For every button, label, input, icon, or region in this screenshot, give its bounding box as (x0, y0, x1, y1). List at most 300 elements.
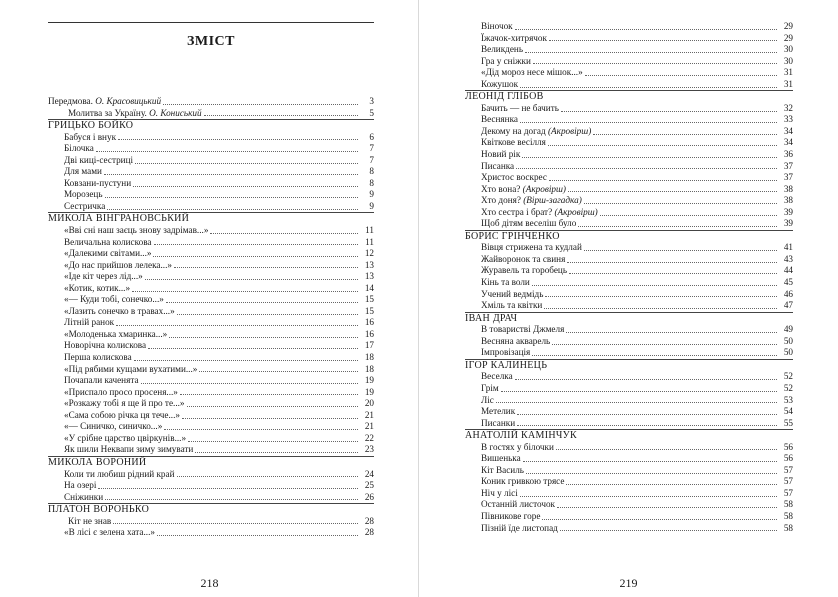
toc-page-number: 8 (369, 177, 374, 188)
right-page (419, 0, 838, 597)
toc-page-number: 50 (783, 347, 793, 358)
toc-entry-note: (Акровірш) (554, 206, 598, 217)
toc-entry (48, 294, 374, 306)
dot-leader (153, 255, 358, 257)
toc-entry-title: Декому на догад (Акровірш) (481, 125, 592, 136)
dot-leader (517, 424, 777, 426)
toc-page-number: 52 (783, 371, 793, 382)
dot-leader (515, 28, 777, 30)
dot-leader (116, 324, 358, 326)
toc-entry-title: Журавель та горобець (481, 265, 568, 276)
toc-entry (465, 161, 793, 173)
toc-entry-title: «— Синичко, синичко...» (64, 421, 163, 432)
toc-page-number: 41 (783, 242, 793, 253)
toc-page-number: 6 (369, 131, 374, 142)
toc-entry-title: «Вві сні наш заєць знову задрімав...» (64, 225, 209, 236)
toc-page-number: 16 (364, 328, 374, 339)
toc-entry (48, 166, 374, 178)
toc-entry-title: Пізній їде листопад (481, 522, 558, 533)
dot-leader (522, 156, 777, 158)
toc-entry (48, 271, 374, 283)
dot-leader (104, 173, 358, 175)
toc-author-heading: МИКОЛА ВІНГРАНОВСЬКИЙ (48, 212, 374, 225)
dot-leader (133, 185, 358, 187)
dot-leader (496, 401, 777, 403)
dot-leader (166, 301, 358, 303)
toc-page-number: 47 (783, 300, 793, 311)
toc-page-number: 18 (364, 363, 374, 374)
toc-page-number: 55 (783, 417, 793, 428)
toc-entry (465, 149, 793, 161)
toc-page-number: 12 (364, 248, 374, 259)
toc-entry-title: Новорічна колискова (64, 340, 147, 351)
toc-entry (48, 480, 374, 492)
toc-entry (48, 260, 374, 272)
dot-leader (164, 428, 358, 430)
toc-page-number: 36 (783, 149, 793, 160)
toc-entry-title: Бачить — не бачить (481, 102, 559, 113)
dot-leader (545, 295, 777, 297)
toc-entry-title: Вівця стрижена та кудлай (481, 242, 582, 253)
dot-leader (182, 417, 358, 419)
toc-entry-note: (Вірш-загадка) (523, 195, 582, 206)
toc-page-number: 53 (783, 394, 793, 405)
toc-entry-title: Коли ти любиш рідний край (64, 468, 175, 479)
toc-entry (48, 527, 374, 539)
toc-entry (48, 398, 374, 410)
toc-entry-title: Новий рік (481, 149, 521, 160)
toc-entry (465, 242, 793, 254)
toc-page-number: 34 (783, 125, 793, 136)
dot-leader (548, 144, 777, 146)
toc-page-number: 20 (364, 398, 374, 409)
toc-entry (465, 511, 793, 523)
toc-entry (465, 21, 793, 33)
toc-page-number: 34 (783, 137, 793, 148)
toc-author-heading: ІВАН ДРАЧ (465, 312, 793, 325)
dot-leader (544, 307, 777, 309)
dot-leader (132, 290, 358, 292)
toc-entry (465, 289, 793, 301)
toc-entry-title: Ковзани-пустуни (64, 177, 132, 188)
toc-page-number: 57 (783, 487, 793, 498)
toc-page-number: 11 (365, 236, 374, 247)
dot-leader (517, 413, 777, 415)
toc-entry-title: Сніжинки (64, 491, 104, 502)
dot-leader (141, 382, 358, 384)
toc-entry (465, 103, 793, 115)
toc-entry (465, 347, 793, 359)
toc-entry (465, 79, 793, 91)
toc-page-number: 25 (364, 480, 374, 491)
toc-entry (48, 387, 374, 399)
dot-leader (96, 150, 358, 152)
toc-entry-title: Ніч у лісі (481, 487, 518, 498)
toc-entry (465, 207, 793, 219)
toc-entry (465, 254, 793, 266)
toc-page-number: 52 (783, 382, 793, 393)
dot-leader (135, 162, 358, 164)
toc-entry-title: Перша колискова (64, 352, 132, 363)
toc-entry-title: Квіткове весілля (481, 137, 546, 148)
toc-entry-title: «Сама собою річка ця тече...» (64, 409, 180, 420)
toc-entry-title: Ліс (481, 394, 494, 405)
toc-entry-note: (Акровірш) (547, 125, 592, 136)
dot-leader (566, 483, 777, 485)
toc-entry (465, 265, 793, 277)
toc-entry-title: Імпровізація (481, 347, 531, 358)
toc-entry-title: Дві киці-сестриці (64, 154, 134, 165)
toc-entry-title: Півникове горе (481, 510, 541, 521)
toc-page-number: 31 (783, 67, 793, 78)
toc-entry (465, 336, 793, 348)
dot-leader (569, 272, 777, 274)
toc-page-number: 46 (783, 288, 793, 299)
toc-page-number: 26 (364, 491, 374, 502)
dot-leader (113, 522, 358, 524)
dot-leader (584, 249, 777, 251)
toc-entry-note: (Акровірш) (522, 183, 566, 194)
dot-leader (177, 475, 358, 477)
top-rule (48, 22, 374, 23)
toc-entry (465, 184, 793, 196)
toc-page-number: 31 (783, 78, 793, 89)
toc-entry-title: «Іде кіт через лід...» (64, 271, 143, 282)
toc-page-number: 54 (783, 406, 793, 417)
toc-page-number: 44 (783, 265, 793, 276)
toc-entry (465, 418, 793, 430)
toc-entry (465, 126, 793, 138)
toc-entry-title: Бабуся і внук (64, 131, 117, 142)
toc-entry-note: О. Красовицький (95, 96, 162, 106)
dot-leader (204, 114, 358, 116)
toc-page-number: 57 (783, 464, 793, 475)
dot-leader (105, 498, 358, 500)
dot-leader (145, 278, 358, 280)
toc-entry (465, 476, 793, 488)
toc-entry-title: Весняна акварель (481, 335, 551, 346)
dot-leader (118, 138, 358, 140)
toc-entry (48, 96, 374, 108)
toc-page-number: 21 (364, 409, 374, 420)
toc-entry (465, 453, 793, 465)
dot-leader (169, 336, 358, 338)
toc-entry (48, 364, 374, 376)
toc-entry-title: «Дід мороз несе мішок...» (481, 67, 583, 78)
toc-page-number: 45 (783, 277, 793, 288)
toc-page-number: 38 (783, 183, 793, 194)
toc-entry (48, 189, 374, 201)
toc-entry-title: Хто доня? (Вірш-загадка) (481, 195, 582, 206)
toc-entry (465, 371, 793, 383)
toc-page-number: 58 (783, 510, 793, 521)
toc-page-number: 11 (365, 225, 374, 236)
toc-page-number: 15 (364, 294, 374, 305)
dot-leader (163, 103, 358, 105)
dot-leader (552, 343, 777, 345)
page-number-left: 218 (200, 576, 219, 590)
toc-entry (465, 56, 793, 68)
dot-leader (134, 359, 358, 361)
toc-page-number: 13 (364, 271, 374, 282)
toc-author-heading: ГРИЦЬКО БОЙКО (48, 119, 374, 132)
toc-entry (465, 67, 793, 79)
toc-page-number: 17 (364, 340, 374, 351)
dot-leader (593, 133, 777, 135)
toc-entry-title: Кожушок (481, 78, 519, 89)
toc-entry (48, 201, 374, 213)
toc-entry (48, 410, 374, 422)
toc-entry-title: Писанка (481, 160, 515, 171)
toc-entry-title: Молитва за Україну. О. Кониський (68, 107, 202, 118)
dot-leader (98, 487, 358, 489)
toc-entry (48, 155, 374, 167)
toc-entry (48, 516, 374, 528)
toc-entry-title: Хміль та квітки (481, 300, 543, 311)
toc-page-number: 28 (364, 527, 374, 538)
dot-leader (560, 529, 777, 531)
toc-entry-note: О. Кониський (149, 107, 202, 118)
toc-entry-title: «Молоденька хмаринка...» (64, 328, 168, 339)
toc-entry-title: «У срібне царство цвіркунів...» (64, 432, 187, 443)
toc-entry-title: Коник гривкою трясе (481, 476, 565, 487)
toc-page-number: 3 (369, 96, 374, 106)
dot-leader (533, 62, 777, 64)
toc-author-heading: ЛЕОНІД ГЛІБОВ (465, 90, 793, 103)
toc-entry (465, 218, 793, 230)
toc-page-number: 43 (783, 253, 793, 264)
toc-entry (465, 523, 793, 535)
toc-entry-title: Кіт Василь (481, 464, 524, 475)
toc-entry-title: Учений ведмідь (481, 288, 544, 299)
toc-entry (465, 383, 793, 395)
dot-leader (107, 208, 358, 210)
toc-entry (48, 306, 374, 318)
toc-entry-title: Передмова. О. Красовицький (48, 96, 162, 106)
dot-leader (557, 506, 777, 508)
dot-leader (520, 121, 777, 123)
toc-page-number: 37 (783, 160, 793, 171)
toc-page-number: 21 (364, 421, 374, 432)
dot-leader (584, 202, 777, 204)
toc-entry-title: «— Куди тобі, сонечко...» (64, 294, 164, 305)
toc-entry-title: В товаристві Джмеля (481, 324, 565, 335)
toc-entry (465, 300, 793, 312)
dot-leader (187, 405, 358, 407)
dot-leader (556, 448, 777, 450)
dot-leader (549, 179, 777, 181)
toc-entry (465, 137, 793, 149)
toc-entry-title: Гра у сніжки (481, 55, 531, 66)
toc-entry (465, 114, 793, 126)
dot-leader (542, 518, 777, 520)
dot-leader (195, 451, 358, 453)
toc-entry-title: Останній листочок (481, 499, 556, 510)
toc-entry-title: Веснянка (481, 114, 518, 125)
toc-page-number: 13 (364, 259, 374, 270)
toc-page-number: 50 (783, 335, 793, 346)
toc-page-number: 28 (364, 515, 374, 526)
toc-entry-title: Хто вона? (Акровірш) (481, 183, 566, 194)
toc-entry-title: Почапали каченята (64, 375, 139, 386)
dot-leader (566, 331, 777, 333)
toc-entry (465, 172, 793, 184)
toc-entry (48, 248, 374, 260)
dot-leader (105, 196, 358, 198)
toc-entry (465, 277, 793, 289)
dot-leader (600, 214, 777, 216)
toc-page-number: 19 (364, 386, 374, 397)
dot-leader (177, 313, 358, 315)
dot-leader (501, 390, 777, 392)
dot-leader (567, 261, 777, 263)
toc-page-number: 38 (783, 195, 793, 206)
toc-entry-title: Літній ранок (64, 317, 115, 328)
toc-entry-title: Білочка (64, 143, 94, 154)
toc-page-number: 7 (369, 143, 374, 154)
toc-page-number: 58 (783, 522, 793, 533)
toc-entry-title: «Розкажу тобі я ще й про те...» (64, 398, 185, 409)
toc-entry (465, 442, 793, 454)
toc-author-heading: ІГОР КАЛИНЕЦЬ (465, 359, 793, 372)
toc-entry-title: Христос воскрес (481, 172, 547, 183)
toc-page-number: 57 (783, 476, 793, 487)
dot-leader (157, 534, 358, 536)
dot-leader (568, 190, 777, 192)
toc-page-number: 56 (783, 453, 793, 464)
toc-entry (48, 433, 374, 445)
toc-entry-title: Віночок (481, 21, 513, 31)
toc-entry (465, 44, 793, 56)
toc-entry (48, 421, 374, 433)
toc-entry (465, 33, 793, 45)
toc-entry-title: Грім (481, 382, 499, 393)
toc-entry-title: Їжачок-хитрячок (481, 32, 547, 43)
toc-entry (48, 143, 374, 155)
toc-entry-title: Сестричка (64, 200, 106, 211)
toc-entry (48, 352, 374, 364)
toc-page-number: 29 (783, 21, 793, 31)
toc-entry-title: В гостях у білочки (481, 441, 554, 452)
toc-page-number: 19 (364, 375, 374, 386)
dot-leader (532, 354, 777, 356)
toc-page-number: 22 (364, 432, 374, 443)
toc-entry (48, 329, 374, 341)
toc-entry (48, 492, 374, 504)
toc-entry-title: «До нас прийшов лелека...» (64, 259, 172, 270)
toc-entry-title: Кіт не знав (68, 515, 112, 526)
toc-page-number: 33 (783, 114, 793, 125)
toc-list-left (48, 96, 374, 539)
toc-entry-title: «Далекими світами...» (64, 248, 152, 259)
toc-entry-title: Для мами (64, 166, 102, 177)
dot-leader (210, 232, 358, 234)
toc-page-number: 18 (364, 352, 374, 363)
toc-entry-title: «Лазить сонечко в травах...» (64, 305, 175, 316)
toc-author-heading: МИКОЛА ВОРОНИЙ (48, 456, 374, 469)
toc-entry (48, 444, 374, 456)
dot-leader (174, 266, 358, 268)
toc-page-number: 32 (783, 102, 793, 113)
dot-leader (585, 74, 777, 76)
toc-entry-title: Писанки (481, 417, 516, 428)
toc-entry (48, 283, 374, 295)
toc-entry-title: Як шили Неквапи зиму зимувати (64, 444, 194, 455)
dot-leader (520, 495, 777, 497)
toc-entry (48, 469, 374, 481)
toc-entry (48, 132, 374, 144)
toc-entry-title: Веселка (481, 371, 513, 382)
toc-entry-title: «В лісі є зелена хата...» (64, 527, 155, 538)
toc-page-number: 49 (783, 324, 793, 335)
toc-entry-title: «Під рябими кущами вухатими...» (64, 363, 198, 374)
toc-entry-title: Морозець (64, 189, 103, 200)
dot-leader (148, 347, 358, 349)
toc-author-heading: БОРИС ГРІНЧЕНКО (465, 230, 793, 243)
dot-leader (516, 167, 777, 169)
toc-entry (465, 488, 793, 500)
toc-entry-title: Величальна колискова (64, 236, 152, 247)
toc-page-number: 14 (364, 282, 374, 293)
toc-entry-title: На озері (64, 480, 97, 491)
dot-leader (561, 110, 777, 112)
dot-leader (523, 460, 777, 462)
toc-entry (465, 195, 793, 207)
toc-page-number: 30 (783, 44, 793, 55)
toc-page-number: 56 (783, 441, 793, 452)
toc-page-number: 39 (783, 206, 793, 217)
toc-entry (465, 499, 793, 511)
toc-entry-title: «Приспало просо просеня...» (64, 386, 178, 397)
toc-page-number: 58 (783, 499, 793, 510)
toc-entry (48, 317, 374, 329)
toc-page-number: 37 (783, 172, 793, 183)
toc-entry-title: «Котик, котик...» (64, 282, 131, 293)
page-title: ЗМІСТ (187, 34, 235, 49)
toc-entry (48, 108, 374, 120)
toc-page-number: 24 (364, 468, 374, 479)
dot-leader (526, 472, 777, 474)
toc-page-number: 39 (783, 218, 793, 229)
dot-leader (520, 86, 777, 88)
dot-leader (154, 243, 359, 245)
toc-entry (48, 225, 374, 237)
toc-entry-title: Щоб дітям веселіш було (481, 218, 577, 229)
dot-leader (532, 284, 777, 286)
toc-entry (465, 395, 793, 407)
toc-page-number: 9 (369, 200, 374, 211)
dot-leader (515, 378, 777, 380)
toc-entry (48, 375, 374, 387)
dot-leader (525, 51, 777, 53)
toc-entry (48, 178, 374, 190)
dot-leader (199, 370, 358, 372)
toc-entry (48, 237, 374, 249)
toc-page-number: 16 (364, 317, 374, 328)
toc-entry-title: Метелик (481, 406, 516, 417)
toc-entry-title: Хто сестра і брат? (Акровірш) (481, 206, 598, 217)
dot-leader (188, 440, 358, 442)
toc-entry (48, 340, 374, 352)
toc-page-number: 23 (364, 444, 374, 455)
toc-page-number: 30 (783, 55, 793, 66)
toc-entry (465, 465, 793, 477)
toc-author-heading: ПЛАТОН ВОРОНЬКО (48, 503, 374, 516)
toc-entry-title: Кінь та воли (481, 277, 530, 288)
toc-author-heading: АНАТОЛІЙ КАМІНЧУК (465, 429, 793, 442)
dot-leader (549, 39, 777, 41)
toc-entry-title: Жайворонок та свиня (481, 253, 566, 264)
